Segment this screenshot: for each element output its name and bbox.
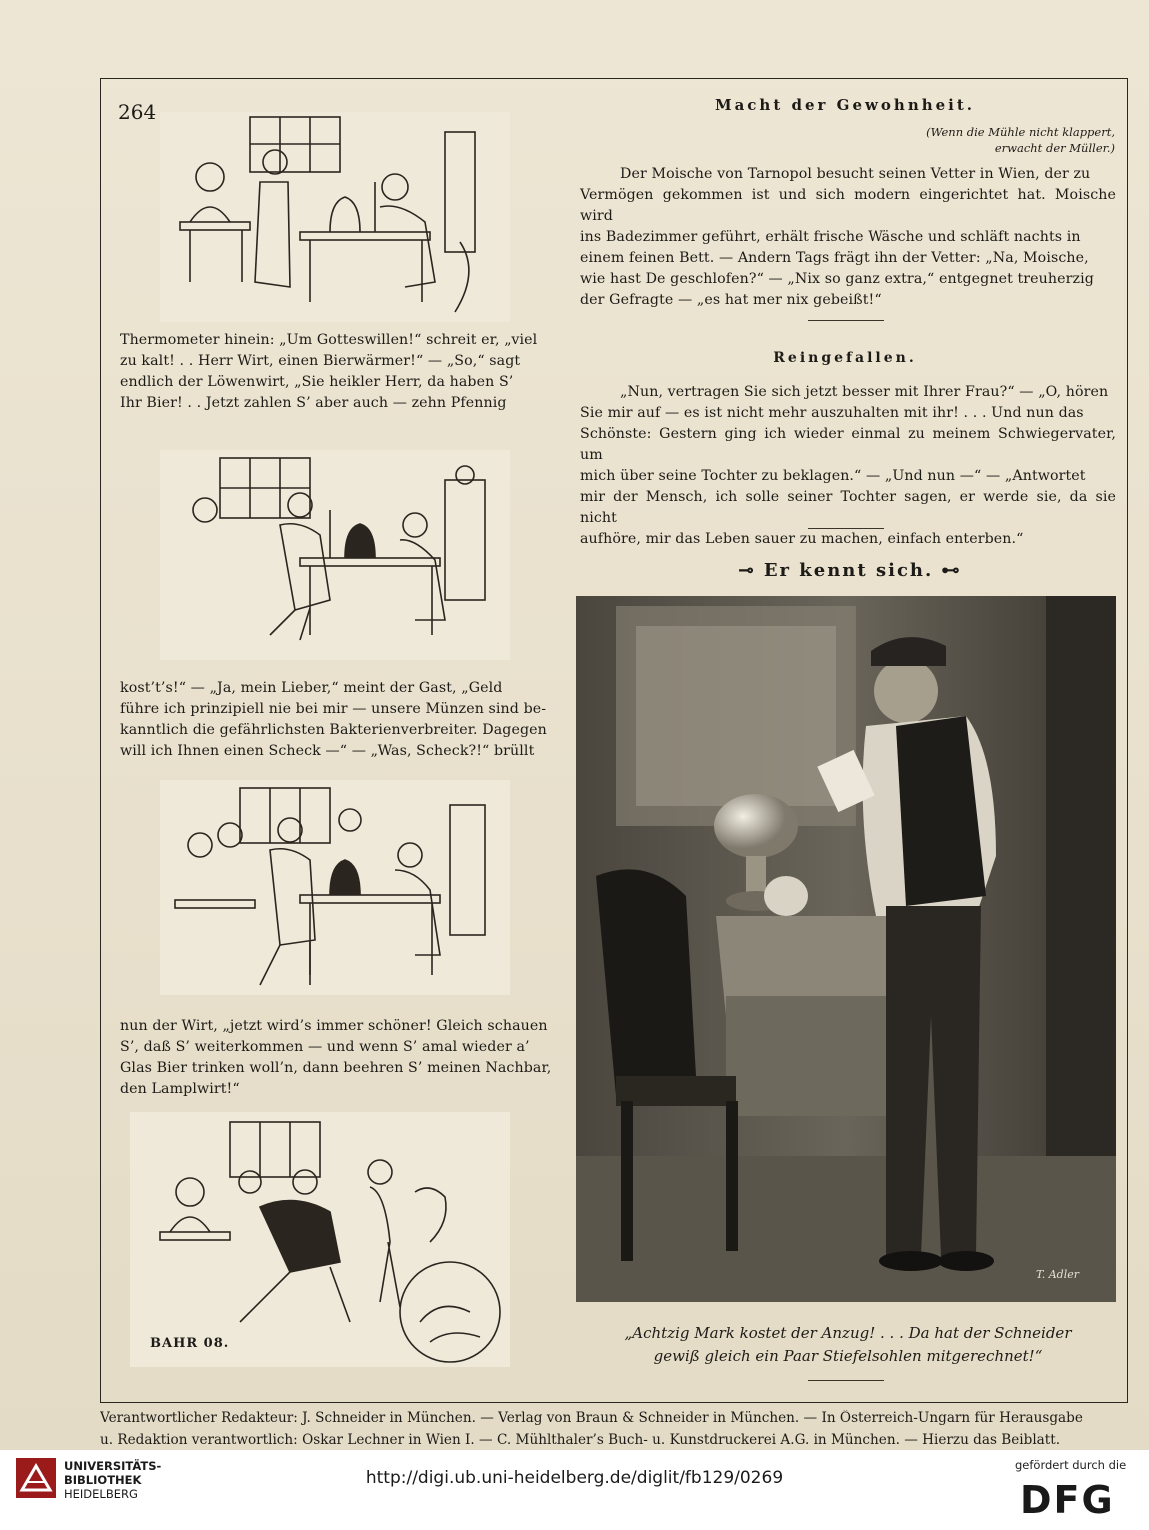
article1-subtitle bbox=[850, 124, 1115, 156]
separator-rule bbox=[808, 1380, 884, 1381]
subtitle-line: (Wenn die Mühle nicht klappert, bbox=[926, 125, 1115, 139]
article1-line: der Gefragte — „es hat mer nix gebeißt!“ bbox=[580, 292, 882, 308]
cartoon-signature: BAHR 08. bbox=[150, 1336, 230, 1351]
story-line: zu kalt! . . Herr Wirt, einen Bierwärmer!“ — „So,“ sagt bbox=[120, 353, 521, 369]
article1-title: Macht der Gewohnheit. bbox=[714, 96, 976, 114]
article2-line: „Nun, vertragen Sie sich jetzt besser mit Ihrer Frau?“ — „O, hören bbox=[620, 384, 1109, 400]
article3-caption bbox=[580, 1322, 1116, 1368]
cartoon-panel-4 bbox=[130, 1112, 510, 1367]
funding-label: gefördert durch die bbox=[1015, 1458, 1127, 1472]
permalink-url[interactable]: http://digi.ub.uni-heidelberg.de/diglit/fb129/0269 bbox=[365, 1468, 784, 1488]
story-line: kost’t’s!“ — „Ja, mein Lieber,“ meint der Gast, „Geld bbox=[120, 680, 503, 696]
article2-line: mich über seine Tochter zu beklagen.“ — „Und nun —“ — „Antwortet bbox=[580, 468, 1086, 484]
story-line: endlich der Löwenwirt, „Sie heikler Herr, da haben S’ bbox=[120, 374, 514, 390]
story-text-block-2 bbox=[120, 678, 556, 762]
story-line: S’, daß S’ weiterkommen — und wenn S’ amal wieder a’ bbox=[120, 1039, 530, 1055]
story-line: will ich Ihnen einen Scheck —“ — „Was, Scheck?!“ brüllt bbox=[120, 743, 535, 759]
article3-title: ⊸ Er kennt sich. ⊷ bbox=[738, 560, 962, 581]
dfg-logo[interactable]: DFG bbox=[1020, 1478, 1115, 1522]
library-name-line: BIBLIOTHEK bbox=[64, 1473, 142, 1487]
article1-line: ins Badezimmer geführt, erhält frische Wäsche und schläft nachts in bbox=[580, 229, 1081, 245]
story-line: Ihr Bier! . . Jetzt zahlen S’ aber auch — zehn Pfennig bbox=[120, 395, 507, 411]
story-text-block-1 bbox=[120, 330, 556, 414]
footer-imprint-line-1: Verantwortlicher Redakteur: J. Schneider in München. — Verlag von Braun & Schneider in München. — In Österreich-Ungarn für Herausgabe bbox=[100, 1410, 1083, 1426]
caption-line: gewiß gleich ein Paar Stiefelsohlen mitgerechnet!“ bbox=[653, 1347, 1043, 1365]
article2-line: aufhöre, mir das Leben sauer zu machen, einfach enterben.“ bbox=[580, 531, 1024, 547]
story-text-block-3 bbox=[120, 1016, 556, 1100]
library-name-line: UNIVERSITÄTS- bbox=[64, 1459, 162, 1473]
article1-body bbox=[580, 164, 1116, 311]
cartoon-panel-2 bbox=[160, 450, 510, 660]
caption-line: „Achtzig Mark kostet der Anzug! . . . Da hat der Schneider bbox=[624, 1324, 1072, 1342]
separator-rule bbox=[808, 528, 884, 529]
article2-body bbox=[580, 382, 1116, 550]
story-line: nun der Wirt, „jetzt wird’s immer schöner! Gleich schauen bbox=[120, 1018, 548, 1034]
cartoon-panel-1 bbox=[160, 112, 510, 322]
footer-imprint-line-2: u. Redaktion verantwortlich: Oskar Lechner in Wien I. — C. Mühlthaler’s Buch- u. Kunstdruckerei A.G. in München. — Hierzu das Beiblatt. bbox=[100, 1432, 1061, 1448]
article1-line: einem feinen Bett. — Andern Tags frägt ihn der Vetter: „Na, Moische, bbox=[580, 250, 1089, 266]
main-illustration bbox=[576, 596, 1116, 1302]
story-line: kanntlich die gefährlichsten Bakterienverbreiter. Dagegen bbox=[120, 722, 547, 738]
article2-title: Reingefallen. bbox=[773, 350, 917, 366]
story-line: Glas Bier trinken woll’n, dann beehren S’ meinen Nachbar, bbox=[120, 1060, 552, 1076]
article2-line: Sie mir auf — es ist nicht mehr auszuhalten mit ihr! . . . Und nun das bbox=[580, 405, 1084, 421]
library-name-line: HEIDELBERG bbox=[64, 1487, 138, 1501]
page-number: 264 bbox=[118, 100, 157, 124]
illustration-signature: T. Adler bbox=[1036, 1268, 1079, 1281]
story-line: den Lamplwirt!“ bbox=[120, 1081, 240, 1097]
subtitle-line: erwacht der Müller.) bbox=[994, 141, 1115, 155]
article1-line: wie hast De geschlofen?“ — „Nix so ganz extra,“ entgegnet treuherzig bbox=[580, 271, 1094, 287]
story-line: Thermometer hinein: „Um Gotteswillen!“ schreit er, „viel bbox=[120, 332, 538, 348]
article2-line: mir der Mensch, ich solle seiner Tochter sagen, er werde sie, da sie nicht bbox=[580, 489, 1116, 526]
article2-line: Schönste: Gestern ging ich wieder einmal zu meinem Schwiegervater, um bbox=[580, 426, 1116, 463]
cartoon-panel-3 bbox=[160, 780, 510, 995]
separator-rule bbox=[808, 320, 884, 321]
story-line: führe ich prinzipiell nie bei mir — unsere Münzen sind be- bbox=[120, 701, 547, 717]
article1-line: Der Moische von Tarnopol besucht seinen Vetter in Wien, der zu bbox=[620, 166, 1091, 182]
article1-line: Vermögen gekommen ist und sich modern eingerichtet hat. Moische wird bbox=[580, 187, 1116, 224]
viewer-footer-bar bbox=[0, 1450, 1149, 1530]
